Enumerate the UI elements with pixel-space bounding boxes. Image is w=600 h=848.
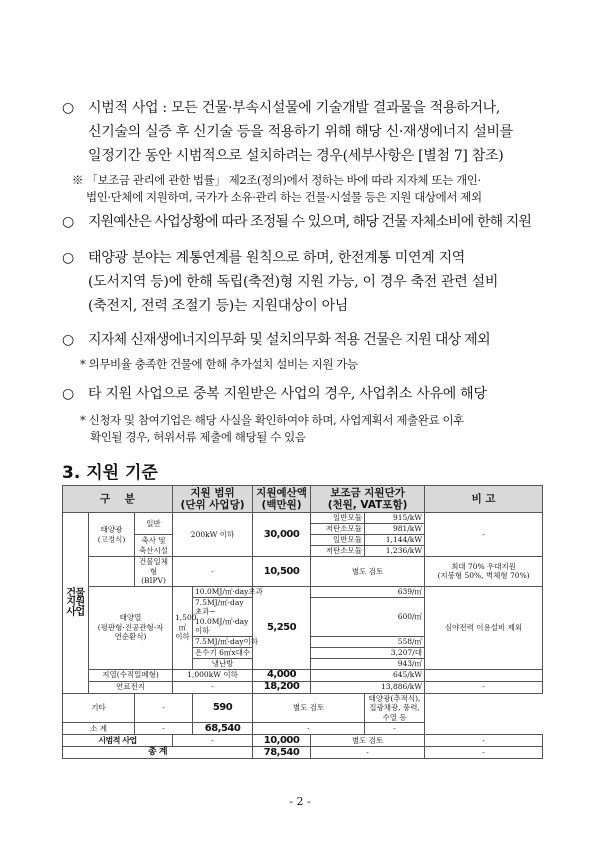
solar-budget: 30,000 bbox=[253, 513, 311, 557]
table-row bbox=[63, 586, 543, 597]
price-value: 981/kW bbox=[365, 524, 425, 535]
pilot-scope: - bbox=[173, 735, 253, 747]
bipv-label: 건물일체형 (BIPV) bbox=[135, 557, 173, 587]
price-type: 일반모듈 bbox=[311, 513, 365, 524]
fuel-cell-remarks: - bbox=[425, 681, 543, 693]
note-line: 의무비율 충족한 건물에 한해 추가설치 설비는 지원 가능 bbox=[88, 357, 358, 371]
subtotal-budget: 68,540 bbox=[193, 723, 253, 735]
header-remarks: 비 고 bbox=[425, 486, 543, 513]
bullet-line: 태양광 분야는 계통연계를 원칙으로 하며, 한전계통 미연계 지역 bbox=[88, 250, 466, 266]
table-row bbox=[63, 681, 543, 693]
fuel-cell-price: 13,886/kW bbox=[311, 681, 425, 693]
solar-general-label: 일반 bbox=[135, 513, 173, 535]
other-scope: - bbox=[135, 693, 193, 723]
bullet-line: 일정기간 동안 시범적으로 설치하려는 경우(세부사항은 [별첨 7] 참조) bbox=[88, 148, 504, 164]
note-line: 신청자 및 참여기업은 해당 사실을 확인하여야 하며, 사업계획서 제출완료 이후 bbox=[88, 413, 464, 427]
note-mark: * bbox=[80, 357, 86, 371]
solar-heat-condition: 7.5MJ/㎡·day초과~ 10.0MJ/㎡·day이하 bbox=[193, 597, 253, 636]
other-label: 기타 bbox=[63, 693, 135, 723]
table-row bbox=[63, 557, 543, 587]
solar-heat-price: 3,207/대 bbox=[311, 647, 425, 658]
note-line: 확인될 경우, 허위서류 제출에 해당될 수 있음 bbox=[90, 430, 306, 444]
support-criteria-table bbox=[62, 485, 543, 759]
fuel-cell-scope: - bbox=[173, 681, 253, 693]
subtotal-price: - bbox=[253, 723, 365, 735]
solar-farm-label: 축사 및 축산시설 bbox=[135, 535, 173, 557]
other-remarks: 태양광(추적식), 집광채광, 풍력, 수열 등 bbox=[365, 693, 425, 723]
note-mark: ※ bbox=[72, 173, 84, 187]
solar-heat-scope: 1,500㎡ 이하 bbox=[173, 586, 193, 669]
bullet-mark: ○ bbox=[62, 332, 74, 348]
solar-heat-condition: 7.5MJ/㎡·day이하 bbox=[193, 636, 253, 647]
subtotal-remarks: - bbox=[365, 723, 425, 735]
bullet-duplicate-support bbox=[62, 382, 542, 406]
solar-heat-condition: 10.0MJ/㎡·day초과 bbox=[193, 586, 253, 597]
bullet-budget bbox=[62, 210, 542, 234]
bipv-scope: - bbox=[173, 557, 253, 587]
bullet-mark: ○ bbox=[62, 100, 74, 116]
solar-heat-condition: 온수기 6㎡x대수 bbox=[193, 647, 253, 658]
pilot-label: 시범적 사업 bbox=[63, 735, 173, 747]
geo-price: 645/kW bbox=[311, 669, 425, 681]
solar-remarks: - bbox=[425, 513, 543, 557]
group-building-support: 건물 지원 사업 bbox=[63, 513, 89, 694]
solar-heat-price: 558/㎡ bbox=[311, 636, 425, 647]
bullet-line: (도서지역 등)에 한해 독립(축전)형 지원 가능, 이 경우 축전 관련 설비 bbox=[88, 274, 499, 290]
price-type: 저탄소모듈 bbox=[311, 524, 365, 535]
bullet-solar-grid bbox=[62, 246, 542, 318]
geo-budget: 4,000 bbox=[253, 669, 311, 681]
subtotal-scope: - bbox=[135, 723, 193, 735]
total-budget: 78,540 bbox=[253, 747, 311, 759]
pilot-budget: 10,000 bbox=[253, 735, 311, 747]
note-mark: * bbox=[80, 413, 86, 427]
subtotal-label: 소 계 bbox=[63, 723, 135, 735]
table-header-row bbox=[63, 486, 543, 513]
pilot-price: 별도 검토 bbox=[311, 735, 425, 747]
bullet-mandatory-exclusion bbox=[62, 328, 542, 352]
note-applicant-check bbox=[80, 412, 550, 446]
solar-heat-price: 639/㎡ bbox=[311, 586, 425, 597]
bullet-mark: ○ bbox=[62, 214, 74, 230]
total-remarks: - bbox=[425, 747, 543, 759]
price-value: 1,144/kW bbox=[365, 535, 425, 546]
bipv-indent bbox=[89, 557, 135, 587]
table-row bbox=[63, 513, 543, 524]
solar-scope: 200kW 이하 bbox=[173, 513, 253, 557]
solar-pv-label: 태양광 (고정식) bbox=[89, 513, 135, 557]
table-row bbox=[63, 735, 543, 747]
other-price: 별도 검토 bbox=[253, 693, 365, 723]
table-row bbox=[63, 723, 543, 735]
bullet-line: 지원예산은 사업상황에 따라 조정될 수 있으며, 해당 건물 자체소비에 한해 지원 bbox=[88, 214, 532, 230]
bullet-line: (축전지, 전력 조절기 등)는 지원대상이 아님 bbox=[88, 298, 349, 314]
header-budget: 지원예산액 (백만원) bbox=[253, 486, 311, 513]
solar-heat-price: 943/㎡ bbox=[311, 658, 425, 669]
fuel-cell-budget: 18,200 bbox=[253, 681, 311, 693]
bullet-line: 지자체 신재생에너지의무화 및 설치의무화 적용 건물은 지원 대상 제외 bbox=[88, 332, 490, 348]
note-mandatory-ratio bbox=[80, 356, 540, 373]
bullet-mark: ○ bbox=[62, 250, 74, 266]
table-row bbox=[63, 669, 543, 681]
bipv-remarks: 최대 70% 우대지원 (지붕형 50%, 벽체형 70%) bbox=[425, 557, 543, 587]
geo-remarks bbox=[425, 669, 543, 681]
note-subsidy-law bbox=[72, 172, 552, 206]
bipv-price: 별도 검토 bbox=[311, 557, 425, 587]
note-line: 법인·단체에 지원하며, 국가가 소유·관리 하는 건물·시설물 등은 지원 대상에서 제외 bbox=[86, 190, 482, 204]
pilot-remarks: - bbox=[425, 735, 543, 747]
section-title: 3. 지원 기준 bbox=[62, 463, 158, 483]
header-unit-price: 보조금 지원단가 (천원, VAT포함) bbox=[311, 486, 425, 513]
table-row bbox=[63, 747, 543, 759]
header-category: 구 분 bbox=[63, 486, 173, 513]
fuel-cell-label: 연료전지 bbox=[89, 681, 173, 693]
solar-heat-condition: 냉난방 bbox=[193, 658, 253, 669]
geo-label: 지열(수직밀폐형) bbox=[89, 669, 173, 681]
header-scope: 지원 범위 (단위 사업당) bbox=[173, 486, 253, 513]
solar-heat-budget: 5,250 bbox=[253, 586, 311, 669]
bullet-mark: ○ bbox=[62, 386, 74, 402]
solar-heat-price: 600/㎡ bbox=[311, 597, 425, 636]
total-label: 총 계 bbox=[63, 747, 253, 759]
total-price: - bbox=[311, 747, 425, 759]
geo-scope: 1,000kW 이하 bbox=[173, 669, 253, 681]
bipv-budget: 10,500 bbox=[253, 557, 311, 587]
solar-heat-remarks: 심야전력 이용설비 제외 bbox=[425, 586, 543, 669]
price-value: 1,236/kW bbox=[365, 546, 425, 557]
bullet-line: 신기술의 실증 후 신기술 등을 적용하기 위해 해당 신·재생에너지 설비를 bbox=[88, 124, 513, 140]
other-budget: 590 bbox=[193, 693, 253, 723]
table-row bbox=[63, 693, 543, 723]
price-type: 저탄소모듈 bbox=[311, 546, 365, 557]
page-number: - 2 - bbox=[289, 795, 311, 808]
bullet-line: 타 지원 사업으로 중복 지원받은 사업의 경우, 사업취소 사유에 해당 bbox=[88, 386, 487, 402]
solar-heat-label: 태양열 (평판형·진공관형·자 연순환식) bbox=[89, 586, 173, 669]
price-type: 일반모듈 bbox=[311, 535, 365, 546]
bullet-line: 시범적 사업 : 모든 건물·부속시설물에 기술개발 결과물을 적용하거나, bbox=[88, 100, 501, 116]
bullet-pilot-project bbox=[62, 96, 542, 168]
note-line: 「보조금 관리에 관한 법률」 제2조(정의)에서 정하는 바에 따라 지자체 또는 개인· bbox=[86, 173, 481, 187]
price-value: 915/kW bbox=[365, 513, 425, 524]
